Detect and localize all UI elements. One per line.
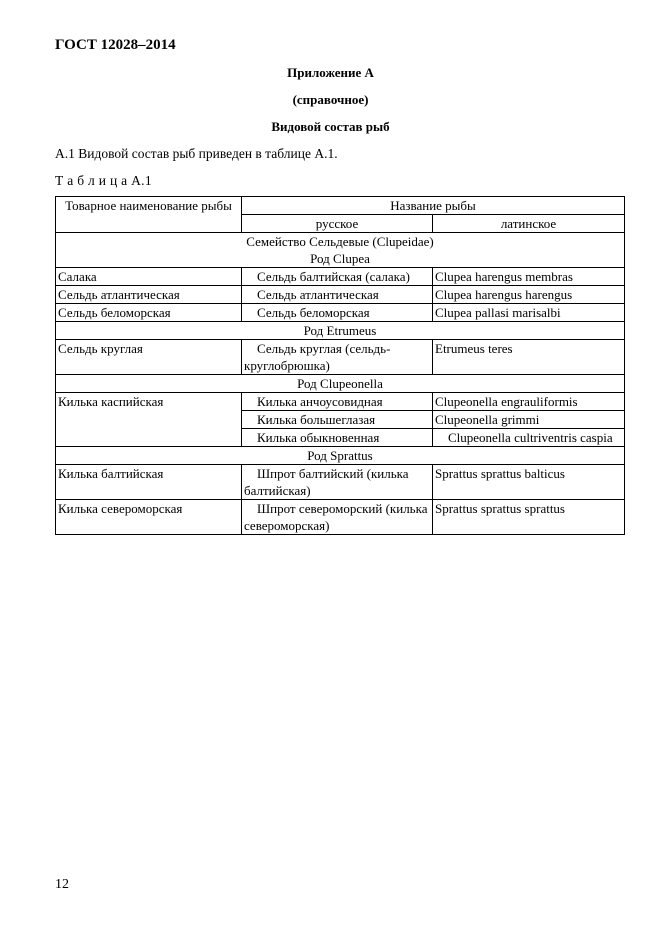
latin-name-cell: Sprattus sprattus balticus <box>433 465 625 500</box>
commercial-name-cell: Сельдь атлантическая <box>56 286 242 304</box>
header-commercial-name: Товарное наименование рыбы <box>56 197 242 233</box>
russian-name-cell: Килька обыкновенная <box>242 429 433 447</box>
latin-name-cell: Clupea harengus harengus <box>433 286 625 304</box>
commercial-name-cell: Сельдь круглая <box>56 340 242 375</box>
latin-name-cell: Clupeonella engrauliformis <box>433 393 625 411</box>
header-latin: латинское <box>433 215 625 233</box>
intro-paragraph: А.1 Видовой состав рыб приведен в таблице А.1. <box>55 146 338 161</box>
commercial-name-cell: Килька балтийская <box>56 465 242 500</box>
page-number: 12 <box>55 877 69 892</box>
commercial-name-cell: Килька каспийская <box>56 393 242 447</box>
family-label: Семейство Сельдевые (Clupeidae) <box>56 233 625 251</box>
latin-name-cell: Clupea harengus membras <box>433 268 625 286</box>
table-row <box>56 393 625 411</box>
commercial-name-cell: Килька североморская <box>56 500 242 535</box>
russian-name-cell: Шпрот балтийский (килька балтийская) <box>242 465 433 500</box>
latin-name-cell: Clupeonella cultriventris caspia <box>433 429 625 447</box>
genus-etrumeus-label: Род Etrumeus <box>56 322 625 340</box>
latin-name-cell: Clupea pallasi marisalbi <box>433 304 625 322</box>
genus-sprattus-label: Род Sprattus <box>56 447 625 465</box>
header-fish-name: Название рыбы <box>242 197 625 215</box>
table-row <box>56 500 625 535</box>
appendix-type: (справочное) <box>292 92 369 107</box>
genus-row <box>56 322 625 340</box>
commercial-name-cell: Салака <box>56 268 242 286</box>
species-table <box>55 196 625 535</box>
russian-name-cell: Сельдь балтийская (салака) <box>242 268 433 286</box>
table-row <box>56 465 625 500</box>
russian-name-cell: Сельдь беломорская <box>242 304 433 322</box>
header-russian: русское <box>242 215 433 233</box>
document-code: ГОСТ 12028–2014 <box>55 37 176 53</box>
russian-name-cell: Килька анчоусовидная <box>242 393 433 411</box>
genus-row <box>56 250 625 268</box>
table-row <box>56 268 625 286</box>
latin-name-cell: Clupeonella grimmi <box>433 411 625 429</box>
commercial-name-cell: Сельдь беломорская <box>56 304 242 322</box>
table-row <box>56 304 625 322</box>
table-caption: Т а б л и ц а А.1 <box>55 173 152 188</box>
table-row <box>56 286 625 304</box>
russian-name-cell: Шпрот североморский (килька североморская) <box>242 500 433 535</box>
russian-name-cell: Сельдь круглая (сельдь-круглобрюшка) <box>242 340 433 375</box>
table-row <box>56 340 625 375</box>
latin-name-cell: Etrumeus teres <box>433 340 625 375</box>
appendix-title: Приложение А <box>287 65 374 80</box>
genus-row <box>56 375 625 393</box>
russian-name-cell: Килька большеглазая <box>242 411 433 429</box>
family-row <box>56 233 625 251</box>
genus-row <box>56 447 625 465</box>
table-header-row <box>56 197 625 215</box>
latin-name-cell: Sprattus sprattus sprattus <box>433 500 625 535</box>
appendix-heading: Видовой состав рыб <box>271 119 390 134</box>
genus-clupeonella-label: Род Clupeonella <box>56 375 625 393</box>
russian-name-cell: Сельдь атлантическая <box>242 286 433 304</box>
genus-clupea-label: Род Clupea <box>56 250 625 268</box>
